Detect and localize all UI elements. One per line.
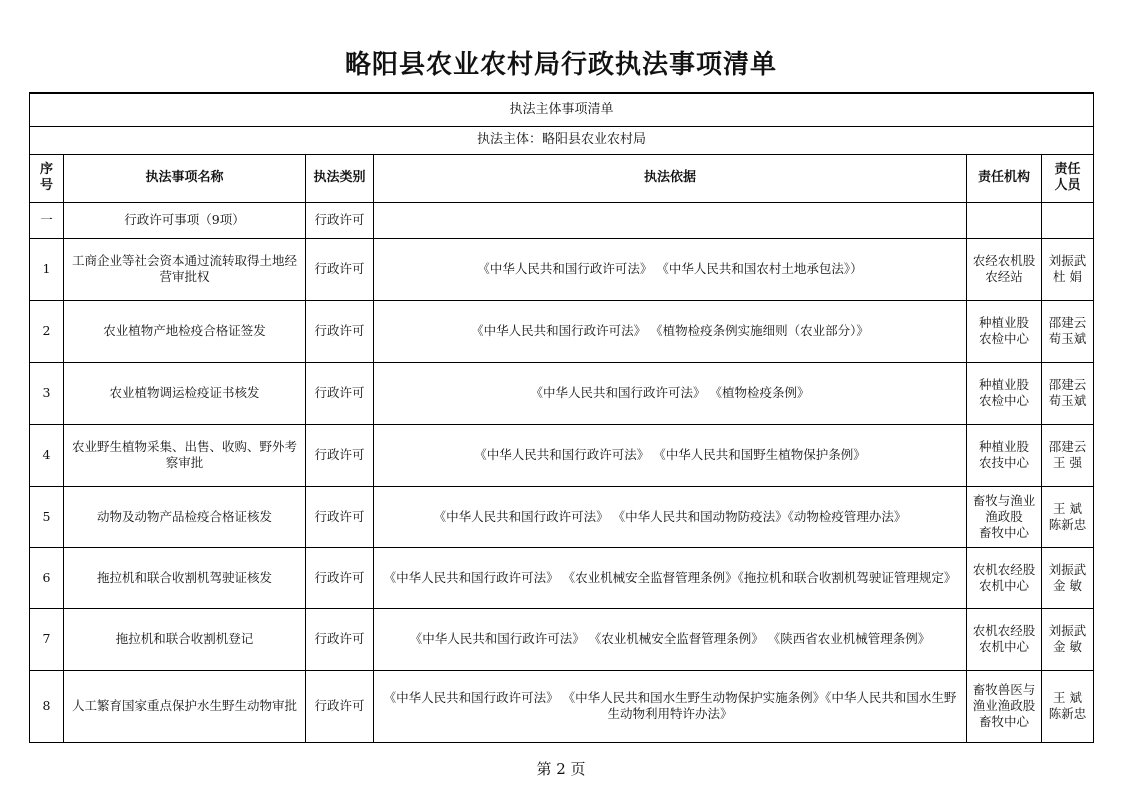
row-person-line: 陈新忠 <box>1048 706 1087 721</box>
row-dept-line: 种植业股 <box>978 315 1029 330</box>
enforcement-table <box>29 92 1094 743</box>
row-no: 4 <box>30 424 64 486</box>
row-no: 3 <box>30 362 64 424</box>
row-dept-line: 种植业股 <box>978 439 1029 454</box>
row-person-line: 邵建云 <box>1048 439 1087 454</box>
row-dept-line: 农经农机股 <box>972 253 1036 268</box>
enforcement-subject: 执法主体：略阳县农业农村局 <box>30 126 1094 154</box>
row-person-line: 刘振武 <box>1048 561 1087 577</box>
row-person-line: 刘振武 <box>1048 253 1087 268</box>
table-row <box>30 486 1094 547</box>
row-dept <box>967 670 1042 742</box>
table-row <box>30 424 1094 486</box>
row-dept-line: 农经站 <box>985 269 1023 284</box>
row-dept <box>967 486 1042 547</box>
row-person-line: 刘振武 <box>1048 623 1087 638</box>
row-dept-line: 畜牧兽医与 <box>972 682 1036 697</box>
row-name: 农业植物调运检疫证书核发 <box>64 362 306 424</box>
header-name: 执法事项名称 <box>64 154 306 202</box>
row-category: 行政许可 <box>306 547 374 608</box>
header-category: 执法类别 <box>306 154 374 202</box>
row-category: 行政许可 <box>306 362 374 424</box>
row-person-line: 金 敏 <box>1053 639 1083 654</box>
header-basis: 执法依据 <box>374 154 967 202</box>
row-dept-line: 畜牧中心 <box>978 524 1029 540</box>
row-person-line: 金 敏 <box>1053 577 1083 593</box>
row-person <box>1042 486 1094 547</box>
row-no: 8 <box>30 670 64 742</box>
row-person <box>1042 670 1094 742</box>
row-name: 人工繁育国家重点保护水生野生动物审批 <box>64 670 306 742</box>
row-category: 行政许可 <box>306 670 374 742</box>
row-no: 5 <box>30 486 64 547</box>
row-basis: 《中华人民共和国行政许可法》 《植物检疫条例》 <box>374 362 967 424</box>
header-dept: 责任机构 <box>967 154 1042 202</box>
row-dept-line: 渔业渔政股 <box>972 698 1036 713</box>
row-person-line: 荀玉斌 <box>1048 393 1087 408</box>
table-row <box>30 608 1094 670</box>
header-row <box>30 154 1094 202</box>
row-dept-line: 农机中心 <box>978 577 1029 593</box>
row-no: 7 <box>30 608 64 670</box>
row-basis: 《中华人民共和国行政许可法》 《中华人民共和国野生植物保护条例》 <box>374 424 967 486</box>
row-dept-line: 畜牧中心 <box>978 714 1029 729</box>
table-banner: 执法主体事项清单 <box>30 93 1094 126</box>
row-name: 工商企业等社会资本通过流转取得土地经营审批权 <box>64 238 306 300</box>
row-person <box>1042 424 1094 486</box>
section-category: 行政许可 <box>306 202 374 238</box>
row-person <box>1042 300 1094 362</box>
row-category: 行政许可 <box>306 486 374 547</box>
row-category: 行政许可 <box>306 424 374 486</box>
row-dept-line: 农机中心 <box>978 639 1029 654</box>
table-row <box>30 362 1094 424</box>
row-person-line: 陈新忠 <box>1048 516 1087 532</box>
row-person <box>1042 362 1094 424</box>
section-row <box>30 202 1094 238</box>
header-person <box>1042 154 1094 202</box>
header-person-line1: 责任 <box>1054 162 1081 177</box>
row-person-line: 王 斌 <box>1053 690 1083 705</box>
row-basis: 《中华人民共和国行政许可法》 《农业机械安全监督管理条例》《拖拉机和联合收割机驾驶证管理规定》 <box>374 547 967 608</box>
row-category: 行政许可 <box>306 300 374 362</box>
row-dept <box>967 238 1042 300</box>
row-person-line: 荀玉斌 <box>1048 331 1087 346</box>
row-basis: 《中华人民共和国行政许可法》 《中华人民共和国动物防疫法》《动物检疫管理办法》 <box>374 486 967 547</box>
table-banner-row <box>30 93 1094 126</box>
row-dept-line: 农机农经股 <box>972 561 1036 577</box>
section-dept <box>967 202 1042 238</box>
row-person <box>1042 238 1094 300</box>
table-row <box>30 547 1094 608</box>
row-basis: 《中华人民共和国行政许可法》 《农业机械安全监督管理条例》 《陕西省农业机械管理条例》 <box>374 608 967 670</box>
row-basis: 《中华人民共和国行政许可法》 《中华人民共和国水生野生动物保护实施条例》《中华人民共和国水生野生动物利用特许办法》 <box>374 670 967 742</box>
subject-row <box>30 126 1094 154</box>
row-dept <box>967 362 1042 424</box>
row-no: 1 <box>30 238 64 300</box>
row-person-line: 王 强 <box>1053 455 1083 470</box>
row-category: 行政许可 <box>306 238 374 300</box>
row-name: 动物及动物产品检疫合格证核发 <box>64 486 306 547</box>
row-dept <box>967 300 1042 362</box>
row-name: 农业野生植物采集、出售、收购、野外考察审批 <box>64 424 306 486</box>
section-no: 一 <box>30 202 64 238</box>
table-row <box>30 238 1094 300</box>
row-person <box>1042 608 1094 670</box>
section-basis <box>374 202 967 238</box>
table-row <box>30 300 1094 362</box>
page-number: 第 2 页 <box>536 760 586 778</box>
row-dept <box>967 424 1042 486</box>
row-dept-line: 畜牧与渔业 <box>972 492 1036 508</box>
row-dept-line: 种植业股 <box>978 377 1029 392</box>
row-dept-line: 农检中心 <box>978 393 1029 408</box>
row-basis: 《中华人民共和国行政许可法》 《植物检疫条例实施细则（农业部分）》 <box>374 300 967 362</box>
row-person-line: 邵建云 <box>1048 377 1087 392</box>
row-name: 拖拉机和联合收割机驾驶证核发 <box>64 547 306 608</box>
row-dept-line: 渔政股 <box>985 508 1023 524</box>
row-dept <box>967 547 1042 608</box>
row-dept <box>967 608 1042 670</box>
row-category: 行政许可 <box>306 608 374 670</box>
row-person-line: 杜 娟 <box>1053 269 1083 284</box>
page-title: 略阳县农业农村局行政执法事项清单 <box>344 50 777 80</box>
section-name: 行政许可事项（9项） <box>64 202 306 238</box>
row-no: 2 <box>30 300 64 362</box>
section-person <box>1042 202 1094 238</box>
row-person <box>1042 547 1094 608</box>
row-person-line: 邵建云 <box>1048 315 1087 330</box>
row-dept-line: 农机农经股 <box>972 623 1036 638</box>
row-no: 6 <box>30 547 64 608</box>
row-dept-line: 农检中心 <box>978 331 1029 346</box>
row-name: 拖拉机和联合收割机登记 <box>64 608 306 670</box>
header-person-line2: 人员 <box>1054 178 1081 193</box>
table-row <box>30 670 1094 742</box>
row-name: 农业植物产地检疫合格证签发 <box>64 300 306 362</box>
row-person-line: 王 斌 <box>1053 500 1083 516</box>
row-basis: 《中华人民共和国行政许可法》 《中华人民共和国农村土地承包法》） <box>374 238 967 300</box>
header-no: 序号 <box>30 154 64 202</box>
row-dept-line: 农技中心 <box>978 455 1029 470</box>
